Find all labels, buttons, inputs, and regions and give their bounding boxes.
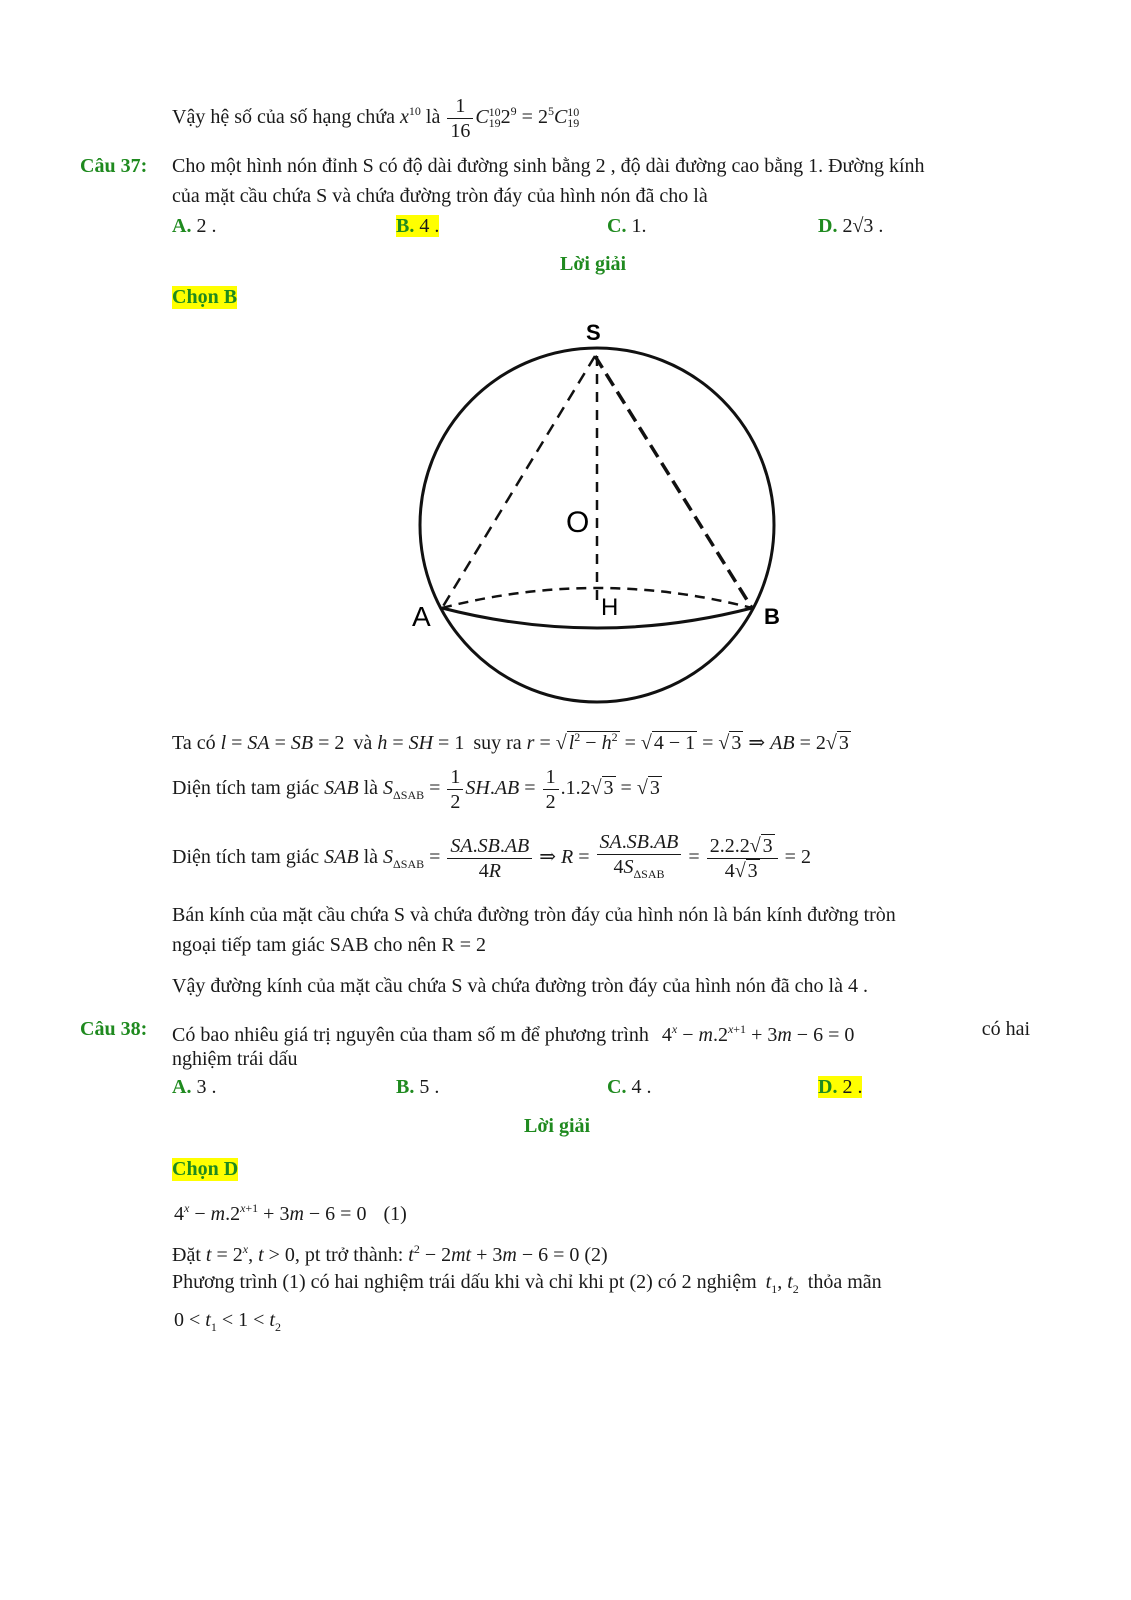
label-a: A <box>412 601 431 632</box>
q37-solution-title: Lời giải <box>560 253 627 275</box>
q37-option-d: D. 2√3 . <box>818 215 884 237</box>
intro-line: Vậy hệ số của số hạng chứa $x^{10}$ là $\frac{1}{16}$ C10 $192^9 = 2^5C10$ 19 <box>172 94 580 142</box>
q37-area-line2: Diện tích tam giác SAB là $S_{\Delta SAB}$ = $\frac{SA.SB.AB}{4R}$ ⇒ R = $\frac{SA.SB.AB}{4S_{\Delta SAB}}$ = $\frac{2.2.2√ 3}{4√ 3}$ = 2 <box>172 831 811 882</box>
q38-option-a: A. 3 . <box>172 1076 217 1098</box>
edge-sb <box>595 356 752 608</box>
base-ellipse-front <box>442 608 752 628</box>
q37-radius-line2: ngoại tiếp tam giác SAB cho nên R = 2 <box>172 934 487 956</box>
q38-text-line1: Có bao nhiêu giá trị nguyên của tham số m để phương trình $4^x - m.2^{x+1} + 3m - 6 = 0$ có hai <box>172 1018 1030 1046</box>
q37-option-a: A. 2 . <box>172 215 217 237</box>
q37-label: Câu 37: <box>80 155 148 177</box>
edge-sa <box>442 356 595 608</box>
q37-conclusion: Vậy đường kính của mặt cầu chứa S và chứa đường tròn đáy của hình nón đã cho là 4 . <box>172 975 868 997</box>
q38-option-c: C. 4 . <box>607 1076 652 1098</box>
label-h: H <box>601 594 619 621</box>
q38-choice: Chọn D <box>172 1158 239 1180</box>
q37-area-line1: Diện tích tam giác SAB là $S_{\Delta SAB}$ = $\frac{1}{2}$ SH.AB = $\frac{1}{2}$ .1.2√ 3 = √ 3 <box>172 765 660 813</box>
q38-condition: Phương trình (1) có hai nghiệm trái dấu khi và chỉ khi pt (2) có 2 nghiệm $t_1$, $t_2$ thỏa mãn <box>172 1271 882 1296</box>
intro-text: Vậy hệ số của số hạng chứa <box>172 106 400 128</box>
fraction: $\frac{1}{16}$ <box>447 94 473 143</box>
label-b: B <box>764 604 780 629</box>
q38-substitution: Đặt $t = 2^x$, t > 0, pt trở thành: $t^2 - 2mt + 3m - 6 = 0$ (2) <box>172 1242 608 1266</box>
q38-option-d: D. 2 . <box>818 1076 863 1098</box>
label-s: S <box>586 320 601 345</box>
label-o: O <box>566 506 590 539</box>
q37-radius-line1: Bán kính của mặt cầu chứa S và chứa đường tròn đáy của hình nón là bán kính đường tròn <box>172 904 896 926</box>
q37-text-line1: Cho một hình nón đỉnh S có độ dài đường sinh bằng 2 , độ dài đường cao bằng 1. Đường kính <box>172 155 925 177</box>
q38-eq1: $4^x - m.2^{x+1} + 3m - 6 = 0$ (1) <box>174 1201 407 1225</box>
q38-inequality: $0 < t_1 < 1 < t_2$ <box>174 1309 281 1334</box>
q37-text-line2: của mặt cầu chứa S và chứa đường tròn đáy của hình nón đã cho là <box>172 185 708 207</box>
q38-label: Câu 38: <box>80 1018 148 1040</box>
q37-step1: Ta có l = SA = SB = 2 và h = SH = 1 suy ra r = √ $l^2 - h^2$ = √ 4 − 1 = √ 3 ⇒ AB = 2√ 3 <box>172 730 849 754</box>
q38-text-line2: nghiệm trái dấu <box>172 1048 298 1070</box>
q38-solution-title: Lời giải <box>524 1115 591 1137</box>
q38-option-b: B. 5 . <box>396 1076 440 1098</box>
q37-option-c: C. 1. <box>607 215 647 237</box>
q37-choice: Chọn B <box>172 286 238 308</box>
sphere-cone-figure <box>390 310 810 710</box>
q37-option-b: B. 4 . <box>396 215 440 237</box>
